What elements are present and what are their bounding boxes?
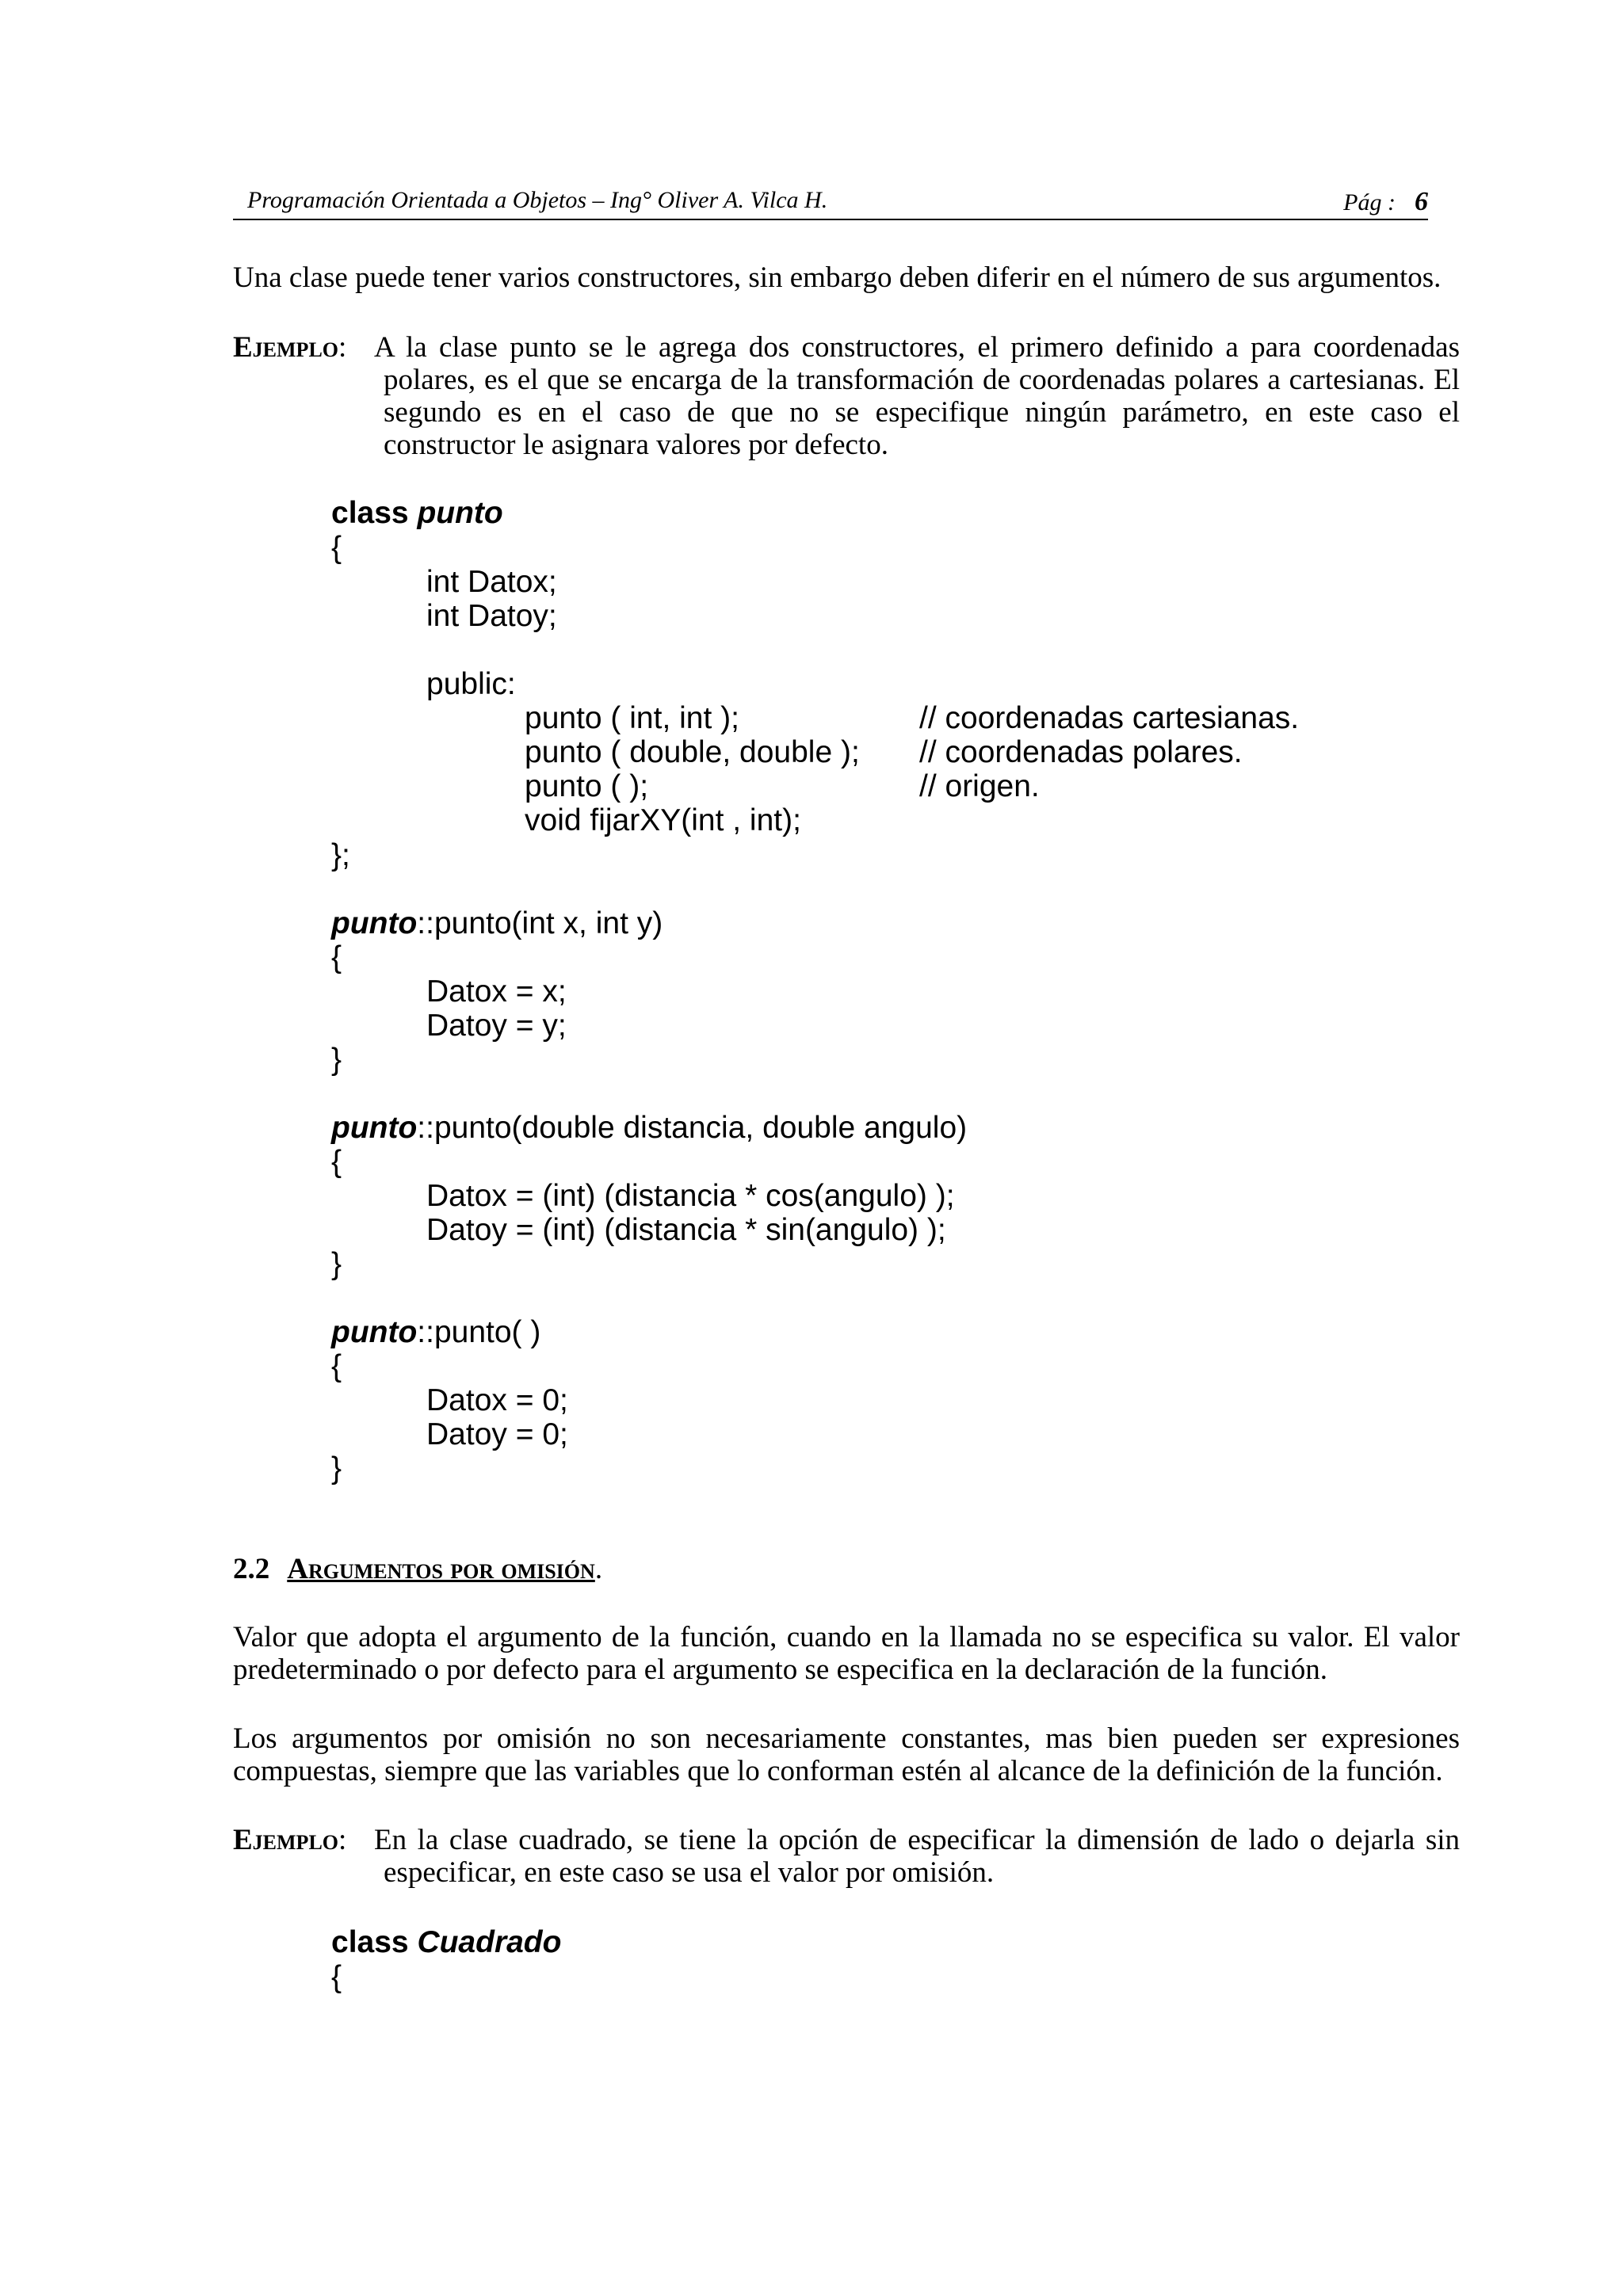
- header-page: [1343, 187, 1428, 217]
- code-keyword: class: [331, 1925, 418, 1959]
- section-heading: [233, 1553, 602, 1585]
- code-comment: // coordenadas cartesianas.: [919, 701, 1300, 735]
- code-keyword: class: [331, 496, 418, 530]
- code-def-signature: ::punto( ): [417, 1315, 541, 1349]
- code-line: Datoy = (int) (distancia * sin(angulo) );: [426, 1213, 946, 1247]
- code-def-signature: ::punto(int x, int y): [417, 906, 663, 940]
- page-header: [233, 187, 1428, 220]
- code-brace: {: [331, 1960, 342, 1994]
- code-brace: {: [331, 1145, 342, 1179]
- example-text: A la clase punto se le agrega dos constructores, el primero definido a para coordenadas polares, es el que se encarga de la transformación de coordenadas polares a cartesianas. El segundo es en el caso de que no se especifique ningún parámetro, en este caso el constructor le asignara valores por defecto.: [374, 331, 1460, 461]
- code-def-header: [331, 1315, 540, 1349]
- section-dot: .: [594, 1553, 603, 1585]
- code-class-name: punto: [331, 906, 418, 940]
- code-brace: }: [331, 1451, 342, 1486]
- code-line: punto ( int, int );: [525, 701, 739, 735]
- section-title: Argumentos por omisión: [287, 1553, 595, 1585]
- intro-paragraph: Una clase puede tener varios constructores, sin embargo deben diferir en el número de sus argumentos.: [233, 261, 1442, 294]
- code-line: public:: [426, 667, 516, 701]
- code-line: punto ( double, double );: [525, 735, 860, 769]
- code-line: Datox = x;: [426, 974, 567, 1009]
- page-number: 6: [1415, 187, 1428, 216]
- code-class-name: punto: [331, 1111, 418, 1145]
- code-brace: };: [331, 838, 350, 872]
- code-line: int Datox;: [426, 565, 557, 599]
- code-comment: // coordenadas polares.: [919, 735, 1243, 769]
- header-title: Programación Orientada a Objetos – Ing° Oliver A. Vilca H.: [247, 187, 828, 213]
- code-line: punto ( );: [525, 769, 649, 803]
- code-class-name: Cuadrado: [417, 1925, 562, 1959]
- paragraph: Los argumentos por omisión no son necesariamente constantes, mas bien pueden ser expresiones compuestas, siempre que las variables que lo conforman estén al alcance de la definición de la función.: [233, 1722, 1460, 1787]
- code-brace: }: [331, 1043, 342, 1077]
- code-class-name: punto: [417, 496, 503, 530]
- code-line: Datox = (int) (distancia * cos(angulo) );: [426, 1179, 955, 1213]
- example-label: Ejemplo:: [233, 331, 347, 364]
- code-line: Datoy = 0;: [426, 1417, 568, 1451]
- page-label: Pág :: [1343, 189, 1396, 215]
- example-block-1: [233, 331, 1460, 461]
- code-class-name: punto: [331, 1315, 418, 1349]
- example-label-text: Ejemplo: [233, 1824, 339, 1856]
- code-line: void fijarXY(int , int);: [525, 803, 801, 837]
- code-line: int Datoy;: [426, 599, 557, 633]
- example-label: Ejemplo:: [233, 1824, 347, 1856]
- code-brace: {: [331, 1349, 342, 1383]
- code-brace: }: [331, 1247, 342, 1281]
- code-def-header: [331, 906, 663, 940]
- paragraph: Valor que adopta el argumento de la función, cuando en la llamada no se especifica su valor. El valor predeterminado o por defecto para el argumento se especifica en la declaración de la función.: [233, 1621, 1460, 1686]
- section-number: 2.2: [233, 1553, 270, 1585]
- code-line: Datoy = y;: [426, 1009, 567, 1043]
- code-class-line: [331, 1925, 561, 1959]
- example-block-2: [233, 1824, 1460, 1889]
- example-label-text: Ejemplo: [233, 331, 339, 364]
- example-text: En la clase cuadrado, se tiene la opción de especificar la dimensión de lado o dejarla sin especificar, en este caso se usa el valor por omisión.: [374, 1824, 1460, 1889]
- code-comment: // origen.: [919, 769, 1040, 803]
- code-def-signature: ::punto(double distancia, double angulo): [417, 1111, 968, 1145]
- code-line: Datox = 0;: [426, 1383, 568, 1417]
- code-brace: {: [331, 531, 342, 565]
- code-def-header: [331, 1111, 967, 1145]
- code-class-line: [331, 496, 503, 530]
- code-brace: {: [331, 940, 342, 974]
